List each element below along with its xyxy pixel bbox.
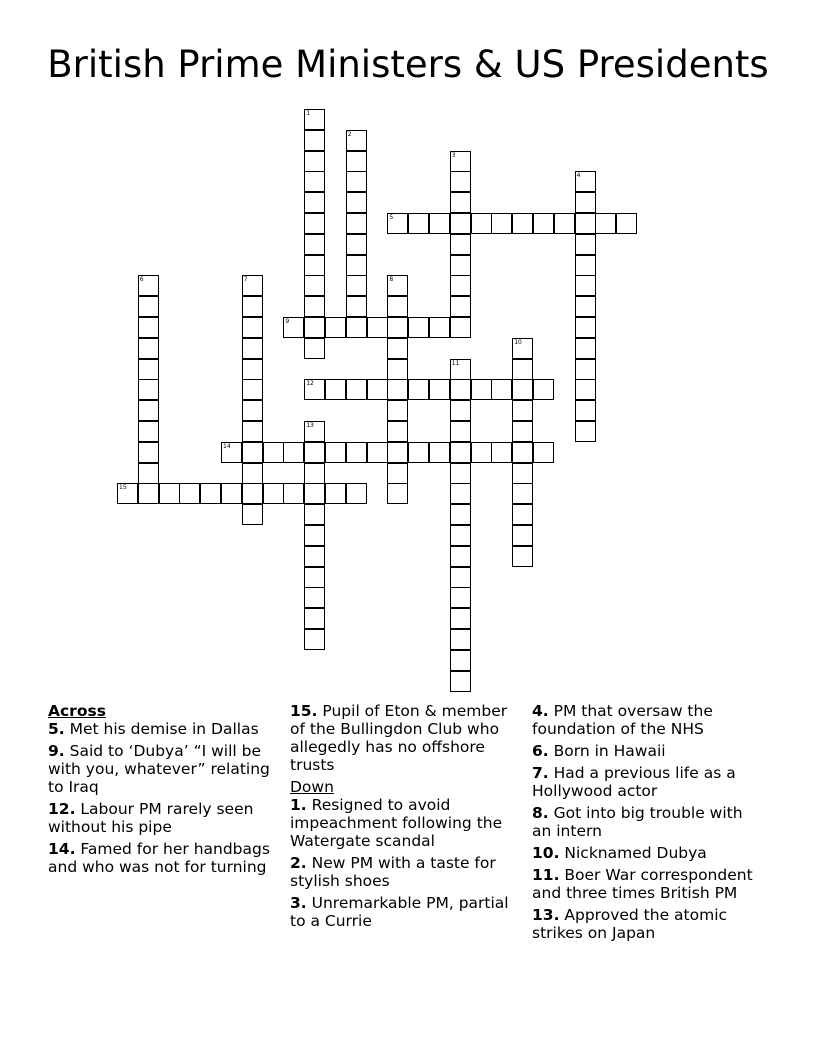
grid-cell[interactable] (575, 400, 596, 421)
clue-number: 11 (451, 359, 460, 367)
grid-cell[interactable] (512, 546, 533, 567)
grid-cell[interactable] (304, 255, 325, 276)
grid-cell[interactable] (304, 234, 325, 255)
grid-cell[interactable] (512, 421, 533, 442)
grid-cell[interactable] (429, 379, 450, 400)
clue-down-7: 7. Had a previous life as a Hollywood actor (532, 764, 736, 800)
clue-down-13: 13. Approved the atomic strikes on Japan (532, 906, 728, 942)
grid-cell[interactable] (304, 130, 325, 151)
grid-cell[interactable] (554, 213, 575, 234)
grid-cell[interactable] (304, 109, 325, 130)
grid-cell[interactable] (346, 192, 367, 213)
clue-across-9: 9. Said to ‘Dubya’ “I will be with you, whatever” relating to Iraq (48, 742, 270, 796)
grid-cell[interactable] (512, 463, 533, 484)
grid-cell[interactable] (304, 171, 325, 192)
grid-cell[interactable] (242, 483, 263, 504)
grid-cell[interactable] (242, 296, 263, 317)
grid-cell[interactable] (387, 275, 408, 296)
grid-cell[interactable] (242, 421, 263, 442)
grid-cell[interactable] (450, 359, 471, 380)
grid-cell[interactable] (304, 442, 325, 463)
grid-cell[interactable] (575, 255, 596, 276)
grid-cell[interactable] (304, 525, 325, 546)
grid-cell[interactable] (304, 379, 325, 400)
grid-cell[interactable] (138, 296, 159, 317)
across-heading: Across (48, 702, 106, 720)
grid-cell[interactable] (138, 442, 159, 463)
grid-cell[interactable] (138, 317, 159, 338)
clue-number: 13 (306, 422, 314, 429)
grid-cell[interactable] (450, 567, 471, 588)
grid-cell[interactable] (304, 275, 325, 296)
clue-down-3: 3. Unremarkable PM, partial to a Currie (290, 894, 509, 930)
grid-cell[interactable] (387, 442, 408, 463)
grid-cell[interactable] (387, 421, 408, 442)
clue-down-8: 8. Got into big trouble with an intern (532, 804, 743, 840)
grid-cell[interactable] (221, 442, 242, 463)
grid-cell[interactable] (200, 483, 221, 504)
grid-cell[interactable] (304, 483, 325, 504)
grid-cell[interactable] (471, 379, 492, 400)
grid-cell[interactable] (387, 400, 408, 421)
grid-cell[interactable] (491, 442, 512, 463)
grid-cell[interactable] (367, 317, 388, 338)
grid-cell[interactable] (575, 171, 596, 192)
grid-cell[interactable] (471, 213, 492, 234)
grid-cell[interactable] (575, 317, 596, 338)
grid-cell[interactable] (575, 275, 596, 296)
grid-cell[interactable] (595, 213, 616, 234)
grid-cell[interactable] (304, 463, 325, 484)
grid-cell[interactable] (450, 463, 471, 484)
clue-down-6: 6. Born in Hawaii (532, 742, 666, 760)
grid-cell[interactable] (346, 275, 367, 296)
clue-number: 2 (347, 130, 352, 138)
grid-cell[interactable] (575, 234, 596, 255)
grid-cell[interactable] (471, 442, 492, 463)
grid-cell[interactable] (346, 151, 367, 172)
grid-cell[interactable] (408, 442, 429, 463)
grid-cell[interactable] (263, 442, 284, 463)
page-title: British Prime Ministers & US Presidents (47, 43, 769, 86)
grid-cell[interactable] (346, 442, 367, 463)
grid-cell[interactable] (450, 525, 471, 546)
clue-down-4: 4. PM that oversaw the foundation of the NHS (532, 702, 713, 738)
grid-cell[interactable] (450, 483, 471, 504)
grid-cell[interactable] (304, 608, 325, 629)
clue-down-1: 1. Resigned to avoid impeachment following the Watergate scandal (290, 796, 503, 850)
grid-cell[interactable] (242, 275, 263, 296)
grid-cell[interactable] (242, 359, 263, 380)
grid-cell[interactable] (512, 400, 533, 421)
grid-cell[interactable] (575, 379, 596, 400)
grid-cell[interactable] (179, 483, 200, 504)
grid-cell[interactable] (159, 483, 180, 504)
grid-cell[interactable] (304, 213, 325, 234)
clue-number: 7 (243, 276, 248, 284)
grid-cell[interactable] (512, 379, 533, 400)
grid-cell[interactable] (304, 317, 325, 338)
grid-cell[interactable] (450, 213, 471, 234)
grid-cell[interactable] (367, 442, 388, 463)
down-heading: Down (290, 778, 334, 796)
clue-number: 4 (576, 172, 581, 180)
grid-cell[interactable] (450, 421, 471, 442)
clue-across-5: 5. Met his demise in Dallas (48, 720, 259, 738)
grid-cell[interactable] (387, 463, 408, 484)
grid-cell[interactable] (575, 296, 596, 317)
grid-cell[interactable] (512, 525, 533, 546)
clue-down-11: 11. Boer War correspondent and three times British PM (532, 866, 753, 902)
grid-cell[interactable] (575, 338, 596, 359)
grid-cell[interactable] (450, 442, 471, 463)
grid-cell[interactable] (304, 587, 325, 608)
grid-cell[interactable] (304, 421, 325, 442)
grid-cell[interactable] (242, 400, 263, 421)
grid-cell[interactable] (408, 379, 429, 400)
grid-cell[interactable] (221, 483, 242, 504)
grid-cell[interactable] (533, 213, 554, 234)
grid-cell[interactable] (138, 483, 159, 504)
grid-cell[interactable] (387, 296, 408, 317)
grid-cell[interactable] (138, 338, 159, 359)
grid-cell[interactable] (450, 608, 471, 629)
grid-cell[interactable] (325, 483, 346, 504)
grid-cell[interactable] (283, 442, 304, 463)
grid-cell[interactable] (138, 359, 159, 380)
clue-number: 14 (223, 442, 231, 450)
grid-cell[interactable] (491, 213, 512, 234)
grid-cell[interactable] (387, 483, 408, 504)
grid-cell[interactable] (138, 463, 159, 484)
grid-cell[interactable] (512, 504, 533, 525)
grid-cell[interactable] (346, 379, 367, 400)
clue-number: 10 (514, 338, 522, 346)
grid-cell[interactable] (387, 359, 408, 380)
grid-cell[interactable] (408, 213, 429, 234)
grid-cell[interactable] (450, 546, 471, 567)
grid-cell[interactable] (138, 275, 159, 296)
grid-cell[interactable] (304, 192, 325, 213)
grid-cell[interactable] (575, 359, 596, 380)
grid-cell[interactable] (283, 317, 304, 338)
grid-cell[interactable] (450, 296, 471, 317)
clue-across-15: 15. Pupil of Eton & member of the Bullingdon Club who allegedly has no offshore trusts (290, 702, 508, 774)
grid-cell[interactable] (533, 442, 554, 463)
grid-cell[interactable] (387, 338, 408, 359)
grid-cell[interactable] (575, 213, 596, 234)
grid-cell[interactable] (117, 483, 138, 504)
grid-cell[interactable] (429, 213, 450, 234)
grid-cell[interactable] (304, 151, 325, 172)
grid-cell[interactable] (512, 442, 533, 463)
grid-cell[interactable] (429, 442, 450, 463)
grid-cell[interactable] (304, 629, 325, 650)
grid-cell[interactable] (346, 317, 367, 338)
grid-cell[interactable] (346, 130, 367, 151)
grid-cell[interactable] (450, 192, 471, 213)
grid-cell[interactable] (242, 442, 263, 463)
grid-cell[interactable] (512, 213, 533, 234)
grid-cell[interactable] (325, 442, 346, 463)
grid-cell[interactable] (512, 359, 533, 380)
clue-down-2: 2. New PM with a taste for stylish shoes (290, 854, 496, 890)
grid-cell[interactable] (367, 379, 388, 400)
clue-number: 15 (119, 484, 127, 492)
grid-cell[interactable] (325, 379, 346, 400)
grid-cell[interactable] (512, 483, 533, 504)
grid-cell[interactable] (616, 213, 637, 234)
grid-cell[interactable] (491, 379, 512, 400)
clue-column-2 (290, 702, 520, 934)
grid-cell[interactable] (346, 296, 367, 317)
grid-cell[interactable] (450, 255, 471, 276)
clue-number: 9 (285, 318, 290, 325)
clue-column-1 (48, 702, 278, 880)
grid-cell[interactable] (242, 379, 263, 400)
grid-cell[interactable] (450, 317, 471, 338)
grid-cell[interactable] (387, 213, 408, 234)
grid-cell[interactable] (450, 275, 471, 296)
grid-cell[interactable] (450, 171, 471, 192)
grid-cell[interactable] (450, 151, 471, 172)
clue-number: 12 (306, 380, 314, 388)
grid-cell[interactable] (450, 671, 471, 692)
grid-cell[interactable] (346, 483, 367, 504)
grid-cell[interactable] (512, 338, 533, 359)
grid-cell[interactable] (429, 317, 450, 338)
grid-cell[interactable] (325, 317, 346, 338)
grid-cell[interactable] (138, 400, 159, 421)
clue-number: 8 (389, 276, 394, 284)
clue-down-10: 10. Nicknamed Dubya (532, 844, 707, 862)
grid-cell[interactable] (283, 483, 304, 504)
grid-cell[interactable] (242, 463, 263, 484)
grid-cell[interactable] (450, 379, 471, 400)
clue-number: 5 (389, 214, 394, 221)
clue-number: 6 (139, 276, 144, 284)
grid-cell[interactable] (387, 317, 408, 338)
grid-cell[interactable] (346, 171, 367, 192)
grid-cell[interactable] (304, 338, 325, 359)
grid-cell[interactable] (387, 379, 408, 400)
clue-across-12: 12. Labour PM rarely seen without his pipe (48, 800, 254, 836)
grid-cell[interactable] (346, 213, 367, 234)
grid-cell[interactable] (242, 338, 263, 359)
grid-cell[interactable] (263, 483, 284, 504)
grid-cell[interactable] (450, 400, 471, 421)
grid-cell[interactable] (304, 567, 325, 588)
grid-cell[interactable] (575, 192, 596, 213)
grid-cell[interactable] (450, 234, 471, 255)
grid-cell[interactable] (450, 587, 471, 608)
grid-cell[interactable] (450, 629, 471, 650)
grid-cell[interactable] (304, 296, 325, 317)
grid-cell[interactable] (346, 255, 367, 276)
clue-number: 3 (451, 151, 456, 159)
grid-cell[interactable] (575, 421, 596, 442)
grid-cell[interactable] (242, 504, 263, 525)
grid-cell[interactable] (450, 650, 471, 671)
grid-cell[interactable] (242, 317, 263, 338)
grid-cell[interactable] (138, 421, 159, 442)
grid-cell[interactable] (450, 504, 471, 525)
clue-across-14: 14. Famed for her handbags and who was not for turning (48, 840, 270, 876)
grid-cell[interactable] (408, 317, 429, 338)
grid-cell[interactable] (304, 504, 325, 525)
grid-cell[interactable] (346, 234, 367, 255)
grid-cell[interactable] (138, 379, 159, 400)
clue-column-3 (532, 702, 762, 946)
grid-cell[interactable] (533, 379, 554, 400)
grid-cell[interactable] (304, 546, 325, 567)
clue-number: 1 (306, 110, 311, 117)
